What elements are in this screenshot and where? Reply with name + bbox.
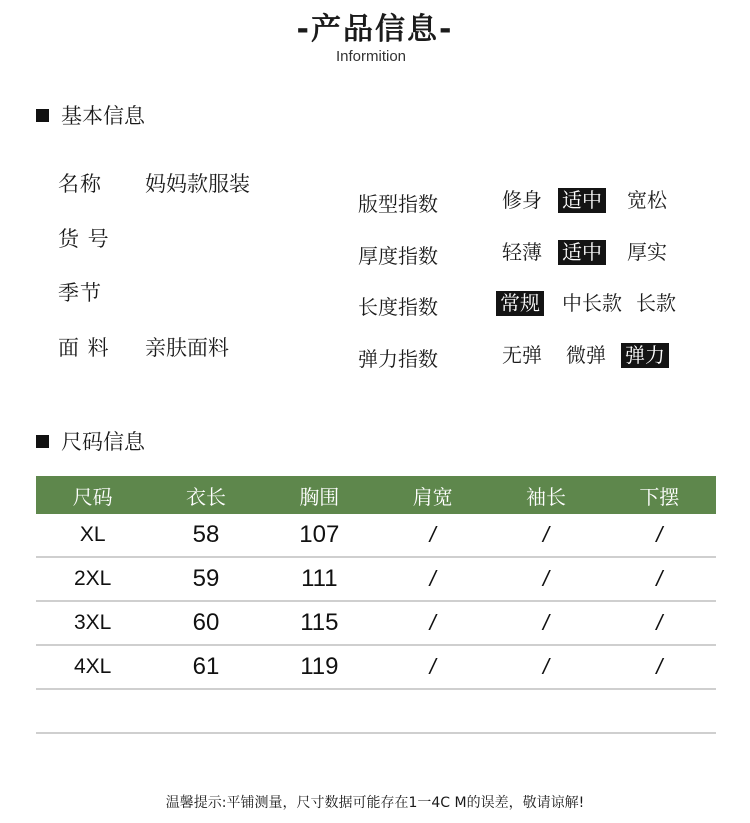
square-bullet-icon [36, 109, 49, 122]
empty-cell [603, 689, 716, 733]
info-value-fabric: 亲肤面料 [145, 336, 229, 360]
bust-cell: 115 [263, 601, 376, 645]
elasticity-option-slight: 微弹 [566, 343, 606, 367]
empty-cell [489, 689, 602, 733]
column-header-shoulder: 肩宽 [376, 476, 489, 514]
table-row-empty [36, 689, 716, 733]
hem-cell: / [603, 514, 716, 557]
square-bullet-icon [36, 435, 49, 448]
size-info-heading [36, 426, 145, 456]
measurement-note: 温馨提示:平铺测量，尺寸数据可能存在1一4C M的误差，敬请谅解! [165, 795, 585, 811]
bust-cell: 119 [263, 645, 376, 689]
sleeve-cell: / [489, 645, 602, 689]
column-header-hem: 下摆 [603, 476, 716, 514]
size-cell: 3XL [36, 601, 149, 645]
length-option-regular: 常规 [496, 291, 544, 316]
length-option-mid-long: 中长款 [562, 291, 622, 315]
size-cell: 2XL [36, 557, 149, 601]
thickness-option-thin: 轻薄 [502, 240, 542, 264]
table-row [36, 601, 716, 645]
basic-info-heading-text: 基本信息 [61, 104, 145, 128]
shoulder-cell: / [376, 601, 489, 645]
hem-cell: / [603, 557, 716, 601]
length-cell: 60 [149, 601, 262, 645]
empty-cell [36, 689, 149, 733]
shoulder-cell: / [376, 645, 489, 689]
empty-cell [376, 689, 489, 733]
bust-cell: 111 [263, 557, 376, 601]
empty-cell [149, 689, 262, 733]
page-subtitle: Informition [335, 48, 407, 65]
size-cell: XL [36, 514, 149, 557]
column-header-size: 尺码 [36, 476, 149, 514]
hem-cell: / [603, 645, 716, 689]
elasticity-index-label: 弹力指数 [358, 347, 438, 371]
fit-option-regular: 适中 [558, 188, 606, 213]
shoulder-cell: / [376, 514, 489, 557]
fit-option-slim: 修身 [502, 188, 542, 212]
length-option-long: 长款 [636, 291, 676, 315]
size-cell: 4XL [36, 645, 149, 689]
sleeve-cell: / [489, 601, 602, 645]
length-cell: 58 [149, 514, 262, 557]
info-value-name: 妈妈款服装 [145, 172, 250, 196]
thickness-index-label: 厚度指数 [358, 244, 438, 268]
length-cell: 59 [149, 557, 262, 601]
column-header-sleeve: 袖长 [489, 476, 602, 514]
info-label-item-number: 货 号 [58, 227, 110, 251]
sleeve-cell: / [489, 557, 602, 601]
bust-cell: 107 [263, 514, 376, 557]
shoulder-cell: / [376, 557, 489, 601]
info-label-name: 名称 [58, 172, 102, 196]
empty-cell [263, 689, 376, 733]
info-label-fabric: 面 料 [58, 336, 110, 360]
length-cell: 61 [149, 645, 262, 689]
table-row [36, 514, 716, 557]
elasticity-option-stretch: 弹力 [621, 343, 669, 368]
table-row [36, 557, 716, 601]
size-table [36, 476, 716, 734]
thickness-option-medium: 适中 [558, 240, 606, 265]
length-index-label: 长度指数 [358, 295, 438, 319]
fit-option-loose: 宽松 [627, 188, 667, 212]
fit-index-label: 版型指数 [358, 192, 438, 216]
elasticity-option-none: 无弹 [502, 343, 542, 367]
column-header-length: 衣长 [149, 476, 262, 514]
hem-cell: / [603, 601, 716, 645]
size-info-heading-text: 尺码信息 [61, 430, 145, 454]
column-header-bust: 胸围 [263, 476, 376, 514]
table-row [36, 645, 716, 689]
page-title: -产品信息- [296, 12, 454, 47]
size-table-header-row [36, 476, 716, 514]
sleeve-cell: / [489, 514, 602, 557]
thickness-option-thick: 厚实 [627, 240, 667, 264]
basic-info-heading [36, 100, 145, 130]
info-label-season: 季节 [58, 281, 102, 305]
